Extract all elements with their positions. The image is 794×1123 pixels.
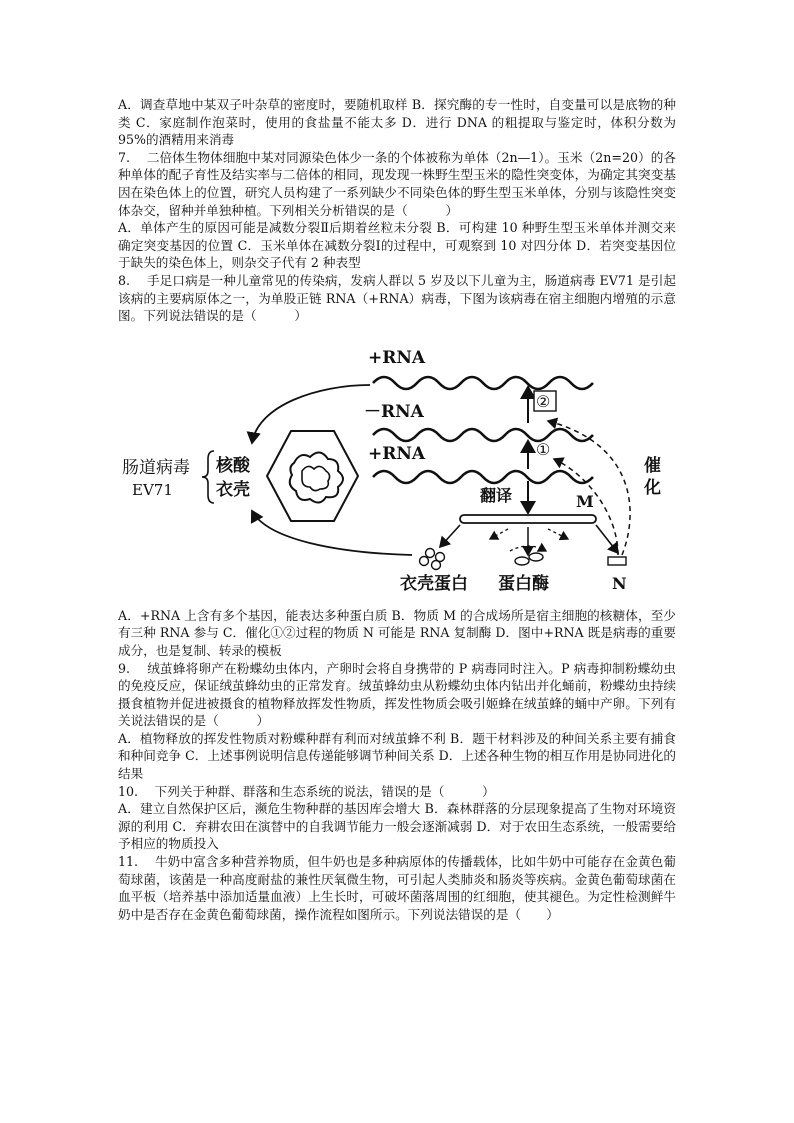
rna-mid-wave bbox=[373, 429, 593, 441]
virus-nucleic-acid-shape bbox=[290, 452, 343, 502]
protease-label: 蛋白酶 bbox=[498, 573, 549, 594]
virus-inner-coil bbox=[302, 466, 330, 490]
cleavage-arrow-3 bbox=[548, 529, 568, 539]
virus-name-line1: 肠道病毒 bbox=[122, 457, 190, 478]
label-m: M bbox=[576, 491, 594, 511]
capsid-protein-label: 衣壳蛋白 bbox=[400, 573, 468, 594]
q7-options: A．单体产生的原因可能是减数分裂Ⅱ后期着丝粒未分裂 B．可构建 10 种野生型玉米单体并测交来确定突变基因的位置 C．玉米单体在减数分裂Ⅰ的过程中，可观察到 10 对四分体 D．若突变基因位于缺失的染色体上，则杂交子代有 2 种表型 bbox=[118, 220, 676, 271]
catalyze-label-2: 化 bbox=[644, 477, 661, 498]
brace bbox=[202, 451, 214, 503]
polyprotein-m-bar bbox=[460, 515, 596, 523]
q8-options: A．+RNA 上含有多个基因，能表达多种蛋白质 B．物质 M 的合成场所是宿主细胞的核糖体，至少有三种 RNA 参与 C．催化①②过程的物质 N 可能是 RNA 复制酶 D．图中+RNA 既是病毒的重要成分，也是复制、转录的模板 bbox=[118, 607, 676, 658]
catalyze-label-1: 催 bbox=[644, 455, 661, 476]
to-n-arrow bbox=[596, 525, 618, 553]
nucleic-acid-label: 核酸 bbox=[216, 455, 250, 476]
q11-stem: 11. 牛奶中富含多种营养物质，但牛奶也是多种病原体的传播载体，比如牛奶中可能存在金黄色葡萄球菌，该菌是一种高度耐盐的兼性厌氧微生物，可引起人类肺炎和肠炎等疾病。金黄色葡萄球菌在血平板（培养基中添加适量血液）上生长时，可破坏菌落周围的红细胞，使其褪色。为定性检测鲜牛奶中是否存在金黄色葡萄球菌，操作流程如图所示。下列说法错误的是（ ） bbox=[118, 854, 676, 922]
q6-options: A．调查草地中某双子叶杂草的密度时，要随机取样 B．探究酶的专一性时，自变量可以是底物的种类 C．家庭制作泡菜时，使用的食盐量不能太多 D．进行 DNA 的粗提取与鉴定时，体积分数为 95%的酒精用来消毒 bbox=[118, 97, 676, 148]
rna-bottom-label: +RNA bbox=[368, 443, 426, 464]
step2-label: ② bbox=[536, 391, 551, 411]
q8-stem: 8. 手足口病是一种儿童常见的传染病，发病人群以 5 岁及以下儿童为主，肠道病毒 EV71 是引起该病的主要病原体之一，为单股正链 RNA（+RNA）病毒，下图为该病毒在宿主细胞内增殖的示意图。下列说法错误的是（ ） bbox=[118, 272, 676, 324]
rna-mid-label: －RNA bbox=[364, 401, 424, 422]
translation-label: 翻译 bbox=[480, 485, 513, 505]
q10-stem: 10. 下列关于种群、群落和生态系统的说法，错误的是（ ） bbox=[118, 783, 495, 799]
rna-top-wave bbox=[373, 377, 593, 389]
q10-options: A．建立自然保护区后，濒危生物种群的基因库会增大 B．森林群落的分层现象提高了生物对环境资源的利用 C．弃耕农田在演替中的自我调节能力一般会逐渐减弱 D．对于农田生态系统，一般需要给予相应的物质投入 bbox=[118, 801, 676, 852]
label-n: N bbox=[612, 573, 627, 593]
replication-diagram bbox=[118, 335, 676, 595]
assembly-arrow-top bbox=[252, 385, 370, 443]
rna-top-label: +RNA bbox=[368, 347, 426, 368]
step1-label: ① bbox=[536, 439, 551, 459]
exam-page bbox=[118, 96, 676, 923]
virus-replication-figure bbox=[118, 335, 676, 595]
virus-name-line2: EV71 bbox=[132, 480, 173, 499]
to-capsid-protein-arrow bbox=[440, 525, 460, 547]
assembly-arrow-bottom bbox=[252, 511, 412, 555]
virus-capsid-shape bbox=[267, 431, 358, 521]
cleavage-arrow-1 bbox=[490, 529, 508, 539]
substance-n-shape bbox=[608, 557, 626, 565]
rna-bottom-wave bbox=[373, 471, 593, 483]
q9-stem: 9. 绒茧蜂将卵产在粉蝶幼虫体内，产卵时会将自身携带的 P 病毒同时注入。P 病毒抑制粉蝶幼虫的免疫反应，保证绒茧蜂幼虫的正常发育。绒茧蜂幼虫从粉蝶幼虫体内钻出并化蛹前，粉蝶幼虫持续摄食植物并促进被摄食的植物释放挥发性物质，挥发性物质会吸引姬蜂在绒茧蜂的蛹中产卵。下列有关说法错误的是（ ） bbox=[118, 660, 676, 729]
q7-stem: 7. 二倍体生物体细胞中某对同源染色体少一条的个体被称为单体（2n—1）。玉米（2n=20）的各种单体的配子育性及结实率与二倍体的相同，现发现一株野生型玉米的隐性突变体，为确定其突变基因在染色体上的位置，研究人员构建了一系列缺少不同染色体的野生型玉米单体，分别与该隐性突变体杂交，留种并单独种植。下列相关分析错误的是（ ） bbox=[118, 149, 676, 218]
q9-options: A．植物释放的挥发性物质对粉蝶种群有利而对绒茧蜂不利 B．题干材料涉及的种间关系主要有捕食和种间竞争 C．上述事例说明信息传递能够调节种间关系 D．上述各种生物的相互作用是协同进化的结果 bbox=[118, 730, 676, 782]
capsid-label: 衣壳 bbox=[216, 479, 250, 500]
